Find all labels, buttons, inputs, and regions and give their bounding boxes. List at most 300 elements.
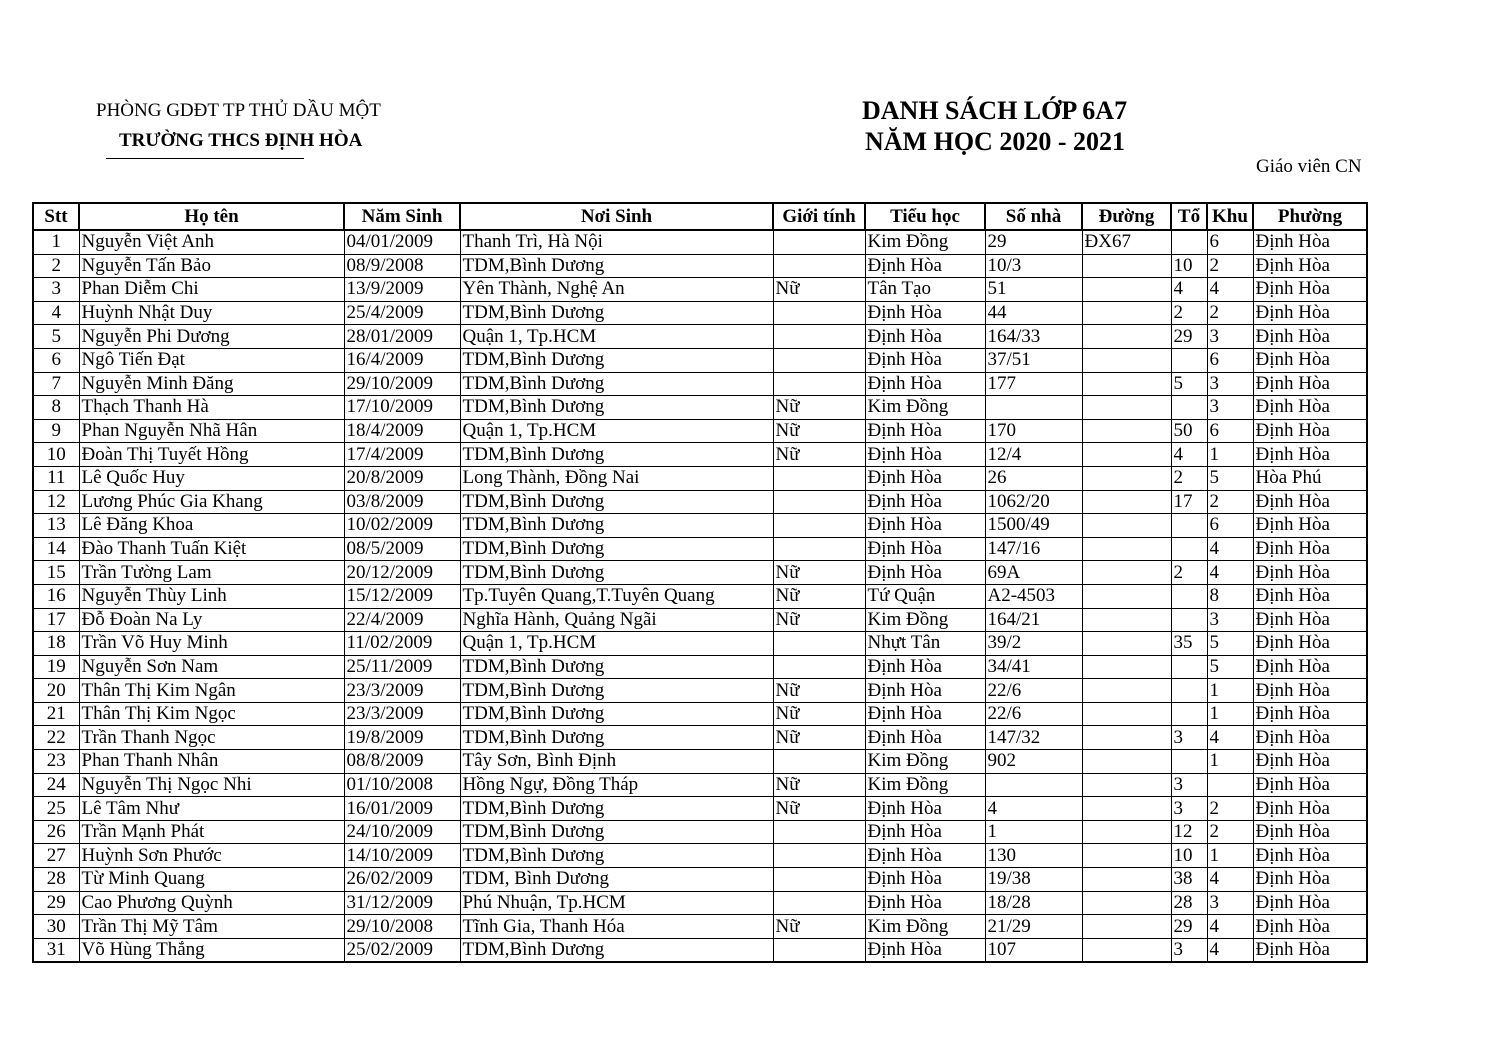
column-header-ho-ten: Họ tên <box>79 203 344 230</box>
cell-to <box>1171 655 1207 679</box>
cell-noi-sinh: TDM,Bình Dương <box>460 514 773 538</box>
table-row <box>33 797 1367 821</box>
cell-nam-sinh: 01/10/2008 <box>344 773 460 797</box>
column-header-noi-sinh: Nơi Sinh <box>460 203 773 230</box>
cell-to <box>1171 750 1207 774</box>
cell-gioi-tinh: Nữ <box>773 608 865 632</box>
cell-gioi-tinh <box>773 372 865 396</box>
cell-gioi-tinh: Nữ <box>773 443 865 467</box>
cell-nam-sinh: 17/4/2009 <box>344 443 460 467</box>
cell-gioi-tinh <box>773 301 865 325</box>
cell-ho-ten: Nguyễn Minh Đăng <box>79 372 344 396</box>
cell-gioi-tinh <box>773 844 865 868</box>
cell-ho-ten: Huỳnh Sơn Phước <box>79 844 344 868</box>
cell-to <box>1171 537 1207 561</box>
cell-to: 29 <box>1171 915 1207 939</box>
cell-nam-sinh: 25/02/2009 <box>344 938 460 962</box>
cell-nam-sinh: 03/8/2009 <box>344 490 460 514</box>
cell-duong <box>1082 490 1171 514</box>
cell-stt: 9 <box>33 419 79 443</box>
cell-to <box>1171 396 1207 420</box>
cell-so-nha <box>985 773 1082 797</box>
cell-nam-sinh: 13/9/2009 <box>344 278 460 302</box>
cell-so-nha: 51 <box>985 278 1082 302</box>
cell-so-nha: 164/33 <box>985 325 1082 349</box>
cell-stt: 20 <box>33 679 79 703</box>
cell-ho-ten: Ngô Tiến Đạt <box>79 348 344 372</box>
cell-phuong: Định Hòa <box>1253 443 1367 467</box>
page-title: DANH SÁCH LỚP 6A7 <box>862 96 1128 125</box>
cell-phuong: Định Hòa <box>1253 820 1367 844</box>
cell-khu: 2 <box>1207 820 1253 844</box>
cell-ho-ten: Trần Võ Huy Minh <box>79 632 344 656</box>
school-year: NĂM HỌC 2020 - 2021 <box>865 127 1125 156</box>
cell-phuong: Định Hòa <box>1253 230 1367 254</box>
cell-khu: 4 <box>1207 915 1253 939</box>
cell-ho-ten: Phan Nguyễn Nhã Hân <box>79 419 344 443</box>
cell-nam-sinh: 31/12/2009 <box>344 891 460 915</box>
table-row <box>33 443 1367 467</box>
column-header-so-nha: Số nhà <box>985 203 1082 230</box>
cell-stt: 4 <box>33 301 79 325</box>
cell-to: 4 <box>1171 443 1207 467</box>
cell-so-nha: 170 <box>985 419 1082 443</box>
cell-stt: 28 <box>33 868 79 892</box>
cell-nam-sinh: 08/5/2009 <box>344 537 460 561</box>
cell-gioi-tinh: Nữ <box>773 396 865 420</box>
cell-ho-ten: Đoàn Thị Tuyết Hồng <box>79 443 344 467</box>
cell-stt: 23 <box>33 750 79 774</box>
cell-ho-ten: Lương Phúc Gia Khang <box>79 490 344 514</box>
cell-so-nha: 39/2 <box>985 632 1082 656</box>
cell-noi-sinh: Long Thành, Đồng Nai <box>460 466 773 490</box>
cell-ho-ten: Đỗ Đoàn Na Ly <box>79 608 344 632</box>
cell-nam-sinh: 24/10/2009 <box>344 820 460 844</box>
cell-so-nha: 19/38 <box>985 868 1082 892</box>
cell-ho-ten: Nguyễn Tấn Bảo <box>79 254 344 278</box>
cell-gioi-tinh <box>773 632 865 656</box>
cell-so-nha: 22/6 <box>985 679 1082 703</box>
cell-noi-sinh: TDM,Bình Dương <box>460 938 773 962</box>
cell-nam-sinh: 29/10/2009 <box>344 372 460 396</box>
cell-to: 17 <box>1171 490 1207 514</box>
cell-to <box>1171 230 1207 254</box>
cell-gioi-tinh: Nữ <box>773 419 865 443</box>
column-header-khu: Khu <box>1207 203 1253 230</box>
table-header-row <box>33 203 1367 230</box>
cell-noi-sinh: TDM,Bình Dương <box>460 702 773 726</box>
cell-so-nha: 18/28 <box>985 891 1082 915</box>
table-row <box>33 820 1367 844</box>
cell-ho-ten: Từ Minh Quang <box>79 868 344 892</box>
cell-duong <box>1082 348 1171 372</box>
cell-to <box>1171 584 1207 608</box>
cell-so-nha: 1062/20 <box>985 490 1082 514</box>
cell-phuong: Định Hòa <box>1253 679 1367 703</box>
cell-ho-ten: Trần Thị Mỹ Tâm <box>79 915 344 939</box>
cell-ho-ten: Huỳnh Nhật Duy <box>79 301 344 325</box>
cell-gioi-tinh <box>773 348 865 372</box>
cell-phuong: Định Hòa <box>1253 632 1367 656</box>
cell-khu: 2 <box>1207 254 1253 278</box>
cell-phuong: Định Hòa <box>1253 419 1367 443</box>
cell-duong <box>1082 372 1171 396</box>
column-header-gioi-tinh: Giới tính <box>773 203 865 230</box>
cell-phuong: Định Hòa <box>1253 891 1367 915</box>
cell-stt: 19 <box>33 655 79 679</box>
cell-stt: 26 <box>33 820 79 844</box>
cell-tieu-hoc: Định Hòa <box>865 726 985 750</box>
cell-tieu-hoc: Định Hòa <box>865 514 985 538</box>
table-row <box>33 372 1367 396</box>
cell-noi-sinh: Thanh Trì, Hà Nội <box>460 230 773 254</box>
cell-so-nha: 147/16 <box>985 537 1082 561</box>
cell-gioi-tinh: Nữ <box>773 797 865 821</box>
cell-nam-sinh: 15/12/2009 <box>344 584 460 608</box>
cell-khu: 1 <box>1207 702 1253 726</box>
cell-gioi-tinh: Nữ <box>773 584 865 608</box>
cell-tieu-hoc: Định Hòa <box>865 938 985 962</box>
cell-phuong: Định Hòa <box>1253 655 1367 679</box>
cell-to <box>1171 608 1207 632</box>
cell-to: 12 <box>1171 820 1207 844</box>
cell-khu: 6 <box>1207 230 1253 254</box>
cell-tieu-hoc: Nhựt Tân <box>865 632 985 656</box>
cell-nam-sinh: 25/11/2009 <box>344 655 460 679</box>
cell-gioi-tinh <box>773 325 865 349</box>
cell-khu: 4 <box>1207 868 1253 892</box>
cell-gioi-tinh <box>773 490 865 514</box>
cell-tieu-hoc: Định Hòa <box>865 868 985 892</box>
cell-noi-sinh: TDM,Bình Dương <box>460 372 773 396</box>
column-header-tieu-hoc: Tiểu học <box>865 203 985 230</box>
cell-nam-sinh: 22/4/2009 <box>344 608 460 632</box>
cell-ho-ten: Nguyễn Việt Anh <box>79 230 344 254</box>
table-row <box>33 915 1367 939</box>
cell-tieu-hoc: Kim Đồng <box>865 773 985 797</box>
cell-stt: 13 <box>33 514 79 538</box>
table-row <box>33 514 1367 538</box>
table-row <box>33 561 1367 585</box>
cell-to: 2 <box>1171 561 1207 585</box>
table-row <box>33 537 1367 561</box>
cell-duong <box>1082 514 1171 538</box>
cell-duong <box>1082 537 1171 561</box>
class-roster-table <box>32 202 1368 963</box>
cell-tieu-hoc: Định Hòa <box>865 325 985 349</box>
cell-phuong: Định Hòa <box>1253 938 1367 962</box>
cell-gioi-tinh: Nữ <box>773 679 865 703</box>
table-row <box>33 608 1367 632</box>
cell-ho-ten: Cao Phương Quỳnh <box>79 891 344 915</box>
cell-so-nha: 164/21 <box>985 608 1082 632</box>
cell-so-nha: 10/3 <box>985 254 1082 278</box>
cell-so-nha: 130 <box>985 844 1082 868</box>
cell-nam-sinh: 16/01/2009 <box>344 797 460 821</box>
cell-duong <box>1082 632 1171 656</box>
cell-gioi-tinh <box>773 750 865 774</box>
cell-phuong: Định Hòa <box>1253 915 1367 939</box>
table-row <box>33 419 1367 443</box>
cell-to: 50 <box>1171 419 1207 443</box>
cell-gioi-tinh: Nữ <box>773 561 865 585</box>
cell-ho-ten: Lê Tâm Như <box>79 797 344 821</box>
cell-gioi-tinh <box>773 514 865 538</box>
cell-ho-ten: Phan Diễm Chi <box>79 278 344 302</box>
cell-duong <box>1082 726 1171 750</box>
column-header-stt: Stt <box>33 203 79 230</box>
cell-gioi-tinh <box>773 868 865 892</box>
cell-khu: 3 <box>1207 396 1253 420</box>
cell-gioi-tinh: Nữ <box>773 702 865 726</box>
cell-so-nha: 44 <box>985 301 1082 325</box>
cell-khu: 4 <box>1207 278 1253 302</box>
table-row <box>33 868 1367 892</box>
cell-phuong: Định Hòa <box>1253 537 1367 561</box>
cell-noi-sinh: TDM,Bình Dương <box>460 348 773 372</box>
cell-nam-sinh: 08/9/2008 <box>344 254 460 278</box>
cell-noi-sinh: TDM,Bình Dương <box>460 820 773 844</box>
cell-tieu-hoc: Định Hòa <box>865 797 985 821</box>
column-header-phuong: Phường <box>1253 203 1367 230</box>
cell-duong: ĐX67 <box>1082 230 1171 254</box>
cell-phuong: Định Hòa <box>1253 584 1367 608</box>
column-header-nam-sinh: Năm Sinh <box>344 203 460 230</box>
cell-khu: 3 <box>1207 372 1253 396</box>
table-row <box>33 938 1367 962</box>
cell-to: 10 <box>1171 844 1207 868</box>
cell-gioi-tinh <box>773 820 865 844</box>
cell-nam-sinh: 11/02/2009 <box>344 632 460 656</box>
cell-phuong: Định Hòa <box>1253 844 1367 868</box>
cell-noi-sinh: TDM,Bình Dương <box>460 537 773 561</box>
cell-khu: 1 <box>1207 844 1253 868</box>
cell-ho-ten: Võ Hùng Thắng <box>79 938 344 962</box>
cell-ho-ten: Thân Thị Kim Ngọc <box>79 702 344 726</box>
cell-stt: 25 <box>33 797 79 821</box>
cell-so-nha: 26 <box>985 466 1082 490</box>
cell-tieu-hoc: Định Hòa <box>865 844 985 868</box>
cell-noi-sinh: Yên Thành, Nghệ An <box>460 278 773 302</box>
cell-nam-sinh: 25/4/2009 <box>344 301 460 325</box>
cell-khu: 5 <box>1207 632 1253 656</box>
cell-stt: 2 <box>33 254 79 278</box>
cell-tieu-hoc: Kim Đồng <box>865 230 985 254</box>
cell-tieu-hoc: Tân Tạo <box>865 278 985 302</box>
cell-noi-sinh: TDM,Bình Dương <box>460 679 773 703</box>
cell-tieu-hoc: Định Hòa <box>865 372 985 396</box>
cell-phuong: Định Hòa <box>1253 254 1367 278</box>
cell-tieu-hoc: Định Hòa <box>865 891 985 915</box>
cell-stt: 3 <box>33 278 79 302</box>
cell-khu: 5 <box>1207 466 1253 490</box>
cell-noi-sinh: Phú Nhuận, Tp.HCM <box>460 891 773 915</box>
cell-ho-ten: Trần Mạnh Phát <box>79 820 344 844</box>
cell-gioi-tinh: Nữ <box>773 278 865 302</box>
cell-stt: 24 <box>33 773 79 797</box>
cell-khu: 4 <box>1207 726 1253 750</box>
table-row <box>33 726 1367 750</box>
table-row <box>33 679 1367 703</box>
cell-stt: 14 <box>33 537 79 561</box>
cell-khu: 8 <box>1207 584 1253 608</box>
cell-so-nha: 21/29 <box>985 915 1082 939</box>
cell-duong <box>1082 750 1171 774</box>
cell-tieu-hoc: Định Hòa <box>865 348 985 372</box>
cell-gioi-tinh <box>773 537 865 561</box>
cell-stt: 18 <box>33 632 79 656</box>
cell-noi-sinh: Tp.Tuyên Quang,T.Tuyên Quang <box>460 584 773 608</box>
cell-noi-sinh: Quận 1, Tp.HCM <box>460 325 773 349</box>
cell-nam-sinh: 28/01/2009 <box>344 325 460 349</box>
cell-nam-sinh: 10/02/2009 <box>344 514 460 538</box>
cell-ho-ten: Nguyễn Sơn Nam <box>79 655 344 679</box>
table-row <box>33 584 1367 608</box>
cell-so-nha: 12/4 <box>985 443 1082 467</box>
table-row <box>33 278 1367 302</box>
table-row <box>33 466 1367 490</box>
cell-gioi-tinh <box>773 655 865 679</box>
cell-so-nha: 4 <box>985 797 1082 821</box>
cell-nam-sinh: 29/10/2008 <box>344 915 460 939</box>
cell-phuong: Định Hòa <box>1253 301 1367 325</box>
cell-gioi-tinh <box>773 466 865 490</box>
cell-phuong: Định Hòa <box>1253 773 1367 797</box>
cell-noi-sinh: TDM,Bình Dương <box>460 655 773 679</box>
cell-so-nha: 1500/49 <box>985 514 1082 538</box>
cell-duong <box>1082 443 1171 467</box>
table-row <box>33 325 1367 349</box>
cell-gioi-tinh <box>773 938 865 962</box>
cell-so-nha: 34/41 <box>985 655 1082 679</box>
cell-duong <box>1082 325 1171 349</box>
cell-phuong: Định Hòa <box>1253 514 1367 538</box>
cell-khu: 4 <box>1207 537 1253 561</box>
cell-duong <box>1082 466 1171 490</box>
cell-duong <box>1082 891 1171 915</box>
cell-duong <box>1082 278 1171 302</box>
cell-so-nha: 22/6 <box>985 702 1082 726</box>
cell-so-nha: 107 <box>985 938 1082 962</box>
cell-khu: 6 <box>1207 419 1253 443</box>
homeroom-teacher-label: Giáo viên CN <box>1256 156 1362 177</box>
cell-phuong: Định Hòa <box>1253 372 1367 396</box>
cell-phuong: Định Hòa <box>1253 608 1367 632</box>
cell-tieu-hoc: Định Hòa <box>865 702 985 726</box>
table-row <box>33 254 1367 278</box>
cell-noi-sinh: Hồng Ngự, Đồng Tháp <box>460 773 773 797</box>
cell-phuong: Định Hòa <box>1253 726 1367 750</box>
cell-phuong: Định Hòa <box>1253 750 1367 774</box>
cell-so-nha: 902 <box>985 750 1082 774</box>
cell-phuong: Định Hòa <box>1253 490 1367 514</box>
cell-so-nha: 1 <box>985 820 1082 844</box>
cell-to: 3 <box>1171 797 1207 821</box>
cell-noi-sinh: TDM,Bình Dương <box>460 443 773 467</box>
cell-to: 2 <box>1171 466 1207 490</box>
cell-nam-sinh: 23/3/2009 <box>344 702 460 726</box>
cell-tieu-hoc: Định Hòa <box>865 419 985 443</box>
cell-khu: 5 <box>1207 655 1253 679</box>
cell-so-nha: 69A <box>985 561 1082 585</box>
cell-noi-sinh: TDM,Bình Dương <box>460 844 773 868</box>
table-row <box>33 773 1367 797</box>
cell-ho-ten: Trần Thanh Ngọc <box>79 726 344 750</box>
cell-stt: 5 <box>33 325 79 349</box>
cell-duong <box>1082 655 1171 679</box>
cell-khu: 1 <box>1207 679 1253 703</box>
table-body <box>33 230 1367 962</box>
cell-to: 5 <box>1171 372 1207 396</box>
cell-noi-sinh: Quận 1, Tp.HCM <box>460 632 773 656</box>
cell-stt: 15 <box>33 561 79 585</box>
cell-stt: 21 <box>33 702 79 726</box>
table-row <box>33 750 1367 774</box>
cell-stt: 31 <box>33 938 79 962</box>
cell-duong <box>1082 608 1171 632</box>
cell-tieu-hoc: Kim Đồng <box>865 608 985 632</box>
cell-nam-sinh: 16/4/2009 <box>344 348 460 372</box>
cell-stt: 27 <box>33 844 79 868</box>
cell-ho-ten: Nguyễn Phi Dương <box>79 325 344 349</box>
cell-duong <box>1082 797 1171 821</box>
cell-to <box>1171 702 1207 726</box>
cell-tieu-hoc: Định Hòa <box>865 443 985 467</box>
table-row <box>33 396 1367 420</box>
cell-to <box>1171 514 1207 538</box>
cell-nam-sinh: 04/01/2009 <box>344 230 460 254</box>
cell-gioi-tinh <box>773 254 865 278</box>
cell-khu: 6 <box>1207 514 1253 538</box>
cell-noi-sinh: TDM,Bình Dương <box>460 396 773 420</box>
cell-gioi-tinh <box>773 230 865 254</box>
table-row <box>33 301 1367 325</box>
cell-duong <box>1082 301 1171 325</box>
cell-noi-sinh: Tĩnh Gia, Thanh Hóa <box>460 915 773 939</box>
cell-stt: 22 <box>33 726 79 750</box>
cell-tieu-hoc: Định Hòa <box>865 301 985 325</box>
cell-phuong: Định Hòa <box>1253 797 1367 821</box>
cell-to: 3 <box>1171 726 1207 750</box>
cell-phuong: Định Hòa <box>1253 561 1367 585</box>
cell-gioi-tinh: Nữ <box>773 773 865 797</box>
table-row <box>33 348 1367 372</box>
header-underline <box>106 158 304 159</box>
cell-duong <box>1082 254 1171 278</box>
cell-phuong: Định Hòa <box>1253 702 1367 726</box>
cell-noi-sinh: TDM, Bình Dương <box>460 868 773 892</box>
cell-to: 35 <box>1171 632 1207 656</box>
cell-phuong: Định Hòa <box>1253 868 1367 892</box>
cell-nam-sinh: 19/8/2009 <box>344 726 460 750</box>
cell-khu: 1 <box>1207 443 1253 467</box>
cell-stt: 17 <box>33 608 79 632</box>
cell-stt: 12 <box>33 490 79 514</box>
cell-ho-ten: Lê Đăng Khoa <box>79 514 344 538</box>
cell-phuong: Định Hòa <box>1253 278 1367 302</box>
cell-phuong: Định Hòa <box>1253 325 1367 349</box>
cell-khu: 6 <box>1207 348 1253 372</box>
cell-phuong: Định Hòa <box>1253 396 1367 420</box>
column-header-duong: Đường <box>1082 203 1171 230</box>
cell-khu: 2 <box>1207 301 1253 325</box>
cell-duong <box>1082 820 1171 844</box>
cell-khu: 3 <box>1207 325 1253 349</box>
cell-nam-sinh: 20/12/2009 <box>344 561 460 585</box>
table-row <box>33 844 1367 868</box>
cell-gioi-tinh: Nữ <box>773 726 865 750</box>
cell-so-nha: 37/51 <box>985 348 1082 372</box>
